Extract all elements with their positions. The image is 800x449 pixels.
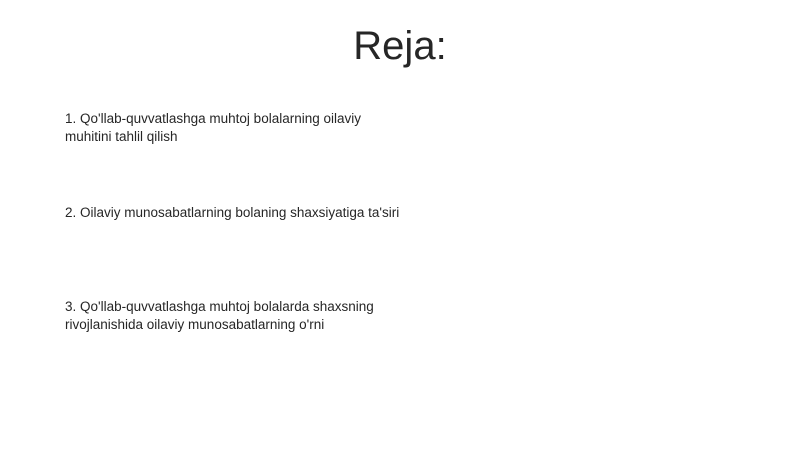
plan-item-3: 3. Qo'llab-quvvatlashga muhtoj bolalarda shaxsning rivojlanishida oilaviy munosabatlarning o'rni: [65, 299, 374, 332]
plan-item-2: 2. Oilaviy munosabatlarning bolaning shaxsiyatiga ta'siri: [65, 205, 400, 220]
plan-item-1: 1. Qo'llab-quvvatlashga muhtoj bolalarning oilaviy muhitini tahlil qilish: [65, 111, 361, 144]
slide-title: Reja:: [353, 24, 447, 68]
